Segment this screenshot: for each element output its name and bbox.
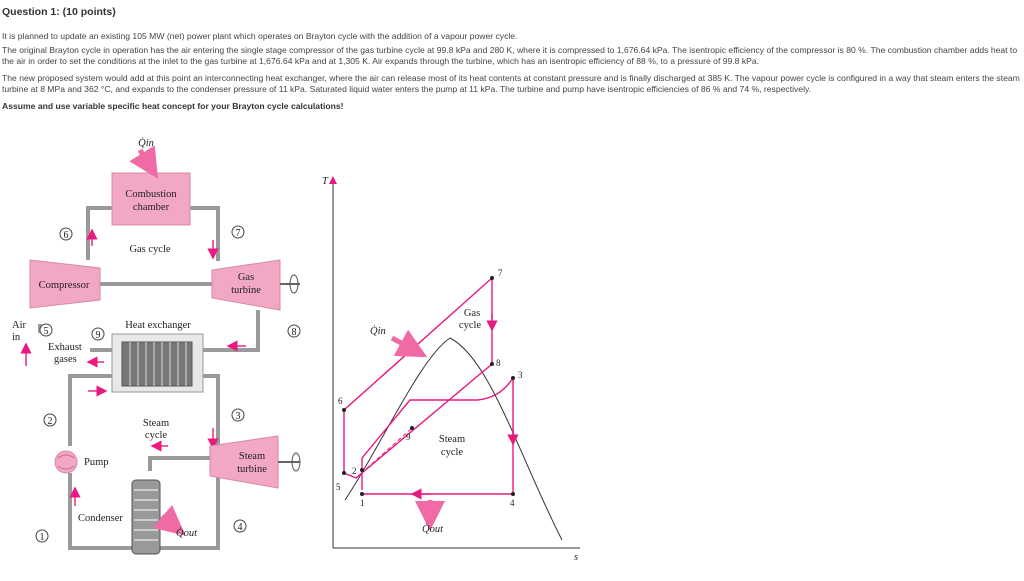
condenser (132, 480, 160, 554)
state-6: 6 (63, 230, 69, 241)
heat-out-arrow (162, 516, 174, 526)
ts-point-2: 2 (352, 466, 357, 476)
ts-point-8: 8 (496, 358, 501, 368)
ts-point-4: 4 (510, 498, 515, 508)
t-axis-label: T (322, 176, 328, 187)
steam-turbine-label-1: Steam (238, 451, 266, 462)
pump (55, 451, 77, 473)
compressor-label: Compressor (38, 280, 90, 291)
ts-point-5: 5 (336, 482, 341, 492)
paragraph-intro: It is planned to update an existing 105 MW (net) power plant which operates on Brayton cycle with the addition of a vapour power cycle. (2, 31, 518, 41)
steam-turbine-label-2: turbine (237, 464, 267, 475)
combustion-label-1: Combustion (125, 189, 177, 200)
ts-diagram (322, 176, 580, 563)
ts-steam-cycle-label-1: Steam (438, 434, 466, 445)
state-1: 1 (39, 532, 45, 543)
state-5: 5 (43, 326, 49, 337)
paragraph-vapour-line2: turbine at 8 MPa and 362 °C, and expands to the condenser pressure of 11 kPa. Saturated liquid water enters the pump at 11 kPa. The turbine and pump have isentropic efficiencies of 86 % and 74 %, respectively. (2, 84, 812, 94)
state-2: 2 (47, 416, 53, 427)
combustion-label-2: chamber (132, 202, 170, 213)
ts-heat-in-arrow (392, 338, 414, 350)
ts-qin-label: Q̇in (370, 326, 386, 337)
state-7: 7 (235, 228, 241, 239)
steam-cycle-label-1: Steam (142, 418, 170, 429)
pump-label: Pump (84, 457, 109, 468)
ts-point-1: 1 (360, 498, 365, 508)
gas-turbine-label-2: turbine (231, 285, 261, 296)
exhaust-label-1: Exhaust (48, 342, 82, 353)
paragraph-vapour-line1: The new proposed system would add at this point an interconnecting heat exchanger, where the air can release most of its heat contents at constant pressure and is finally discharged at 385 K. The vapour power cycle is configured in a way that steam enters the steam (2, 73, 1020, 83)
state-3: 3 (235, 411, 241, 422)
schematic-diagram (12, 137, 300, 554)
ts-gas-cycle-label-2: cycle (458, 320, 482, 331)
paragraph-brayton-line2: the air in order to set the conditions at the inlet to the gas turbine at 1,676.64 kPa and at 1,305 K. Air expands through the turbine, which has an isentropic efficiency of 88 %, to a pressure of 99.8 kPa. (2, 56, 760, 66)
s-axis-label: s (574, 552, 579, 563)
ts-point-7: 7 (498, 268, 503, 278)
question-title: Question 1: (10 points) (2, 6, 116, 18)
ts-point-9: 9 (406, 432, 411, 442)
ts-point-3: 3 (518, 370, 523, 380)
steam-cycle-label-2: cycle (144, 430, 168, 441)
steam-cycle-path (362, 378, 513, 494)
state-8: 8 (291, 327, 297, 338)
air-in-label-2: in (12, 332, 21, 343)
heat-exchanger-core (122, 342, 192, 386)
state-9: 9 (95, 330, 101, 341)
heat-exchanger-label: Heat exchanger (125, 320, 191, 331)
ts-steam-cycle-label-2: cycle (440, 447, 464, 458)
heat-in-arrow (140, 150, 150, 166)
exhaust-label-2: gases (54, 354, 77, 365)
gas-turbine-label-1: Gas (237, 272, 255, 283)
condenser-label: Condenser (78, 513, 123, 524)
air-in-label-1: Air (12, 320, 26, 331)
instruction-text: Assume and use variable specific heat concept for your Brayton cycle calculations! (2, 101, 344, 111)
ts-gas-cycle-label-1: Gas (463, 308, 481, 319)
schematic-qout-label: Q̇out (176, 528, 197, 539)
steam-turbine (210, 436, 278, 488)
ts-qout-label: Q̇out (422, 524, 443, 535)
schematic-qin-label: Q̇in (138, 138, 154, 149)
state-4: 4 (237, 522, 243, 533)
ts-point-6: 6 (338, 396, 343, 406)
combined-cycle-figure (0, 128, 1024, 578)
paragraph-brayton-line1: The original Brayton cycle in operation has the air entering the single stage compressor of the gas turbine cycle at 99.8 kPa and 280 K, where it is compressed to 1,676.64 kPa. The isentropic efficiency of the compressor is 80 %. The combustion chamber adds heat to (2, 45, 1018, 55)
gas-cycle-label: Gas cycle (129, 244, 171, 255)
